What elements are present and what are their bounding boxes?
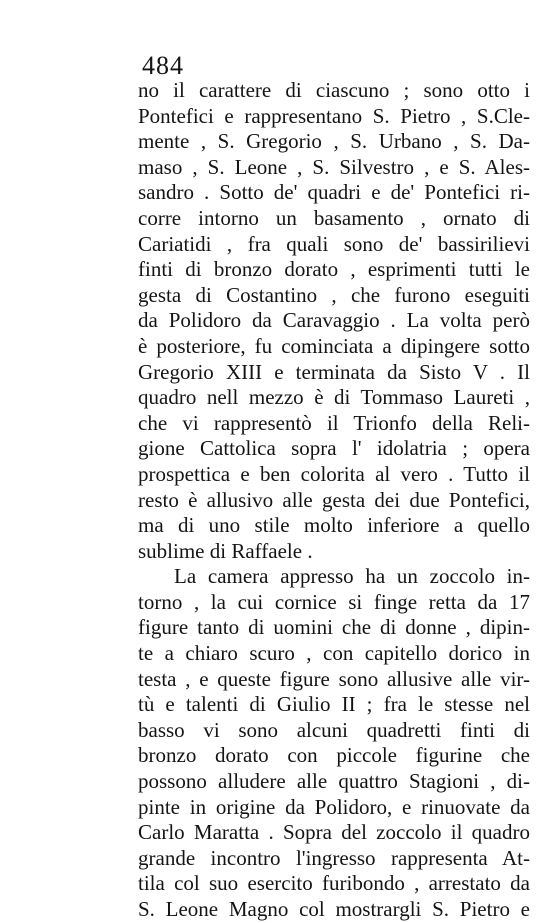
text-line: possono alludere alle quattro Stagioni , di- <box>138 769 530 794</box>
text-line: sublime di Raffaele . <box>138 538 313 563</box>
text-line: resto è allusivo alle gesta dei due Pontefici, <box>138 487 530 512</box>
text-line: maso , S. Leone , S. Silvestro , e S. Ales- <box>138 154 530 179</box>
text-line: Gregorio XIII e terminata da Sisto V . Il <box>138 359 530 384</box>
text-line: prospettica e ben colorita al vero . Tutto il <box>138 461 530 486</box>
text-line: tila col suo esercito furibondo , arrestato da <box>138 871 530 896</box>
text-line: testa , e queste figure sono allusive alle vir- <box>138 666 530 691</box>
text-line: no il carattere di ciascuno ; sono otto i <box>138 78 530 102</box>
text-line: torno , la cui cornice si finge retta da 17 <box>138 589 530 614</box>
text-line: figure tanto di uomini che di donne , dipin- <box>138 615 530 640</box>
text-line: pinte in origine da Polidoro, e rinuovate da <box>138 794 530 819</box>
text-line: da Polidoro da Caravaggio . La volta però <box>138 308 530 333</box>
text-line: Cariatidi , fra quali sono de' bassirilievi <box>138 231 530 256</box>
text-line: tù e talenti di Giulio II ; fra le stesse nel <box>138 692 530 717</box>
paragraph-1 <box>138 78 530 564</box>
text-line: basso vi sono alcuni quadretti finti di <box>138 717 530 742</box>
text-line: bronzo dorato con piccole figurine che <box>138 743 530 768</box>
paragraph-2 <box>138 564 530 922</box>
text-line: è posteriore, fu cominciata a dipingere sotto <box>138 333 530 358</box>
text-line: Carlo Maratta . Sopra del zoccolo il quadro <box>138 820 530 845</box>
text-line: gione Cattolica sopra l' idolatria ; opera <box>138 436 530 461</box>
text-line: te a chiaro scuro , con capitello dorico in <box>138 641 530 666</box>
text-line: ma di uno stile molto inferiore a quello <box>138 513 530 538</box>
text-line: corre intorno un basamento , ornato di <box>138 205 530 230</box>
page-number: 484 <box>142 51 184 80</box>
text-line: La camera appresso ha un zoccolo in- <box>174 564 530 589</box>
body-text <box>138 78 530 923</box>
text-line: Pontefici e rappresentano S. Pietro , S.Cle- <box>138 103 530 128</box>
text-line: gesta di Costantino , che furono eseguiti <box>138 282 530 307</box>
text-line: che vi rappresentò il Trionfo della Reli- <box>138 410 530 435</box>
text-line: S. Leone Magno col mostrargli S. Pietro e <box>138 897 530 921</box>
text-line: mente , S. Gregorio , S. Urbano , S. Da- <box>138 129 530 154</box>
text-line: sandro . Sotto de' quadri e de' Pontefici ri- <box>138 180 530 205</box>
text-line: quadro nell mezzo è di Tommaso Laureti , <box>138 385 530 410</box>
text-line: grande incontro l'ingresso rappresenta At- <box>138 845 530 870</box>
text-line: finti di bronzo dorato , esprimenti tutti le <box>138 257 530 282</box>
